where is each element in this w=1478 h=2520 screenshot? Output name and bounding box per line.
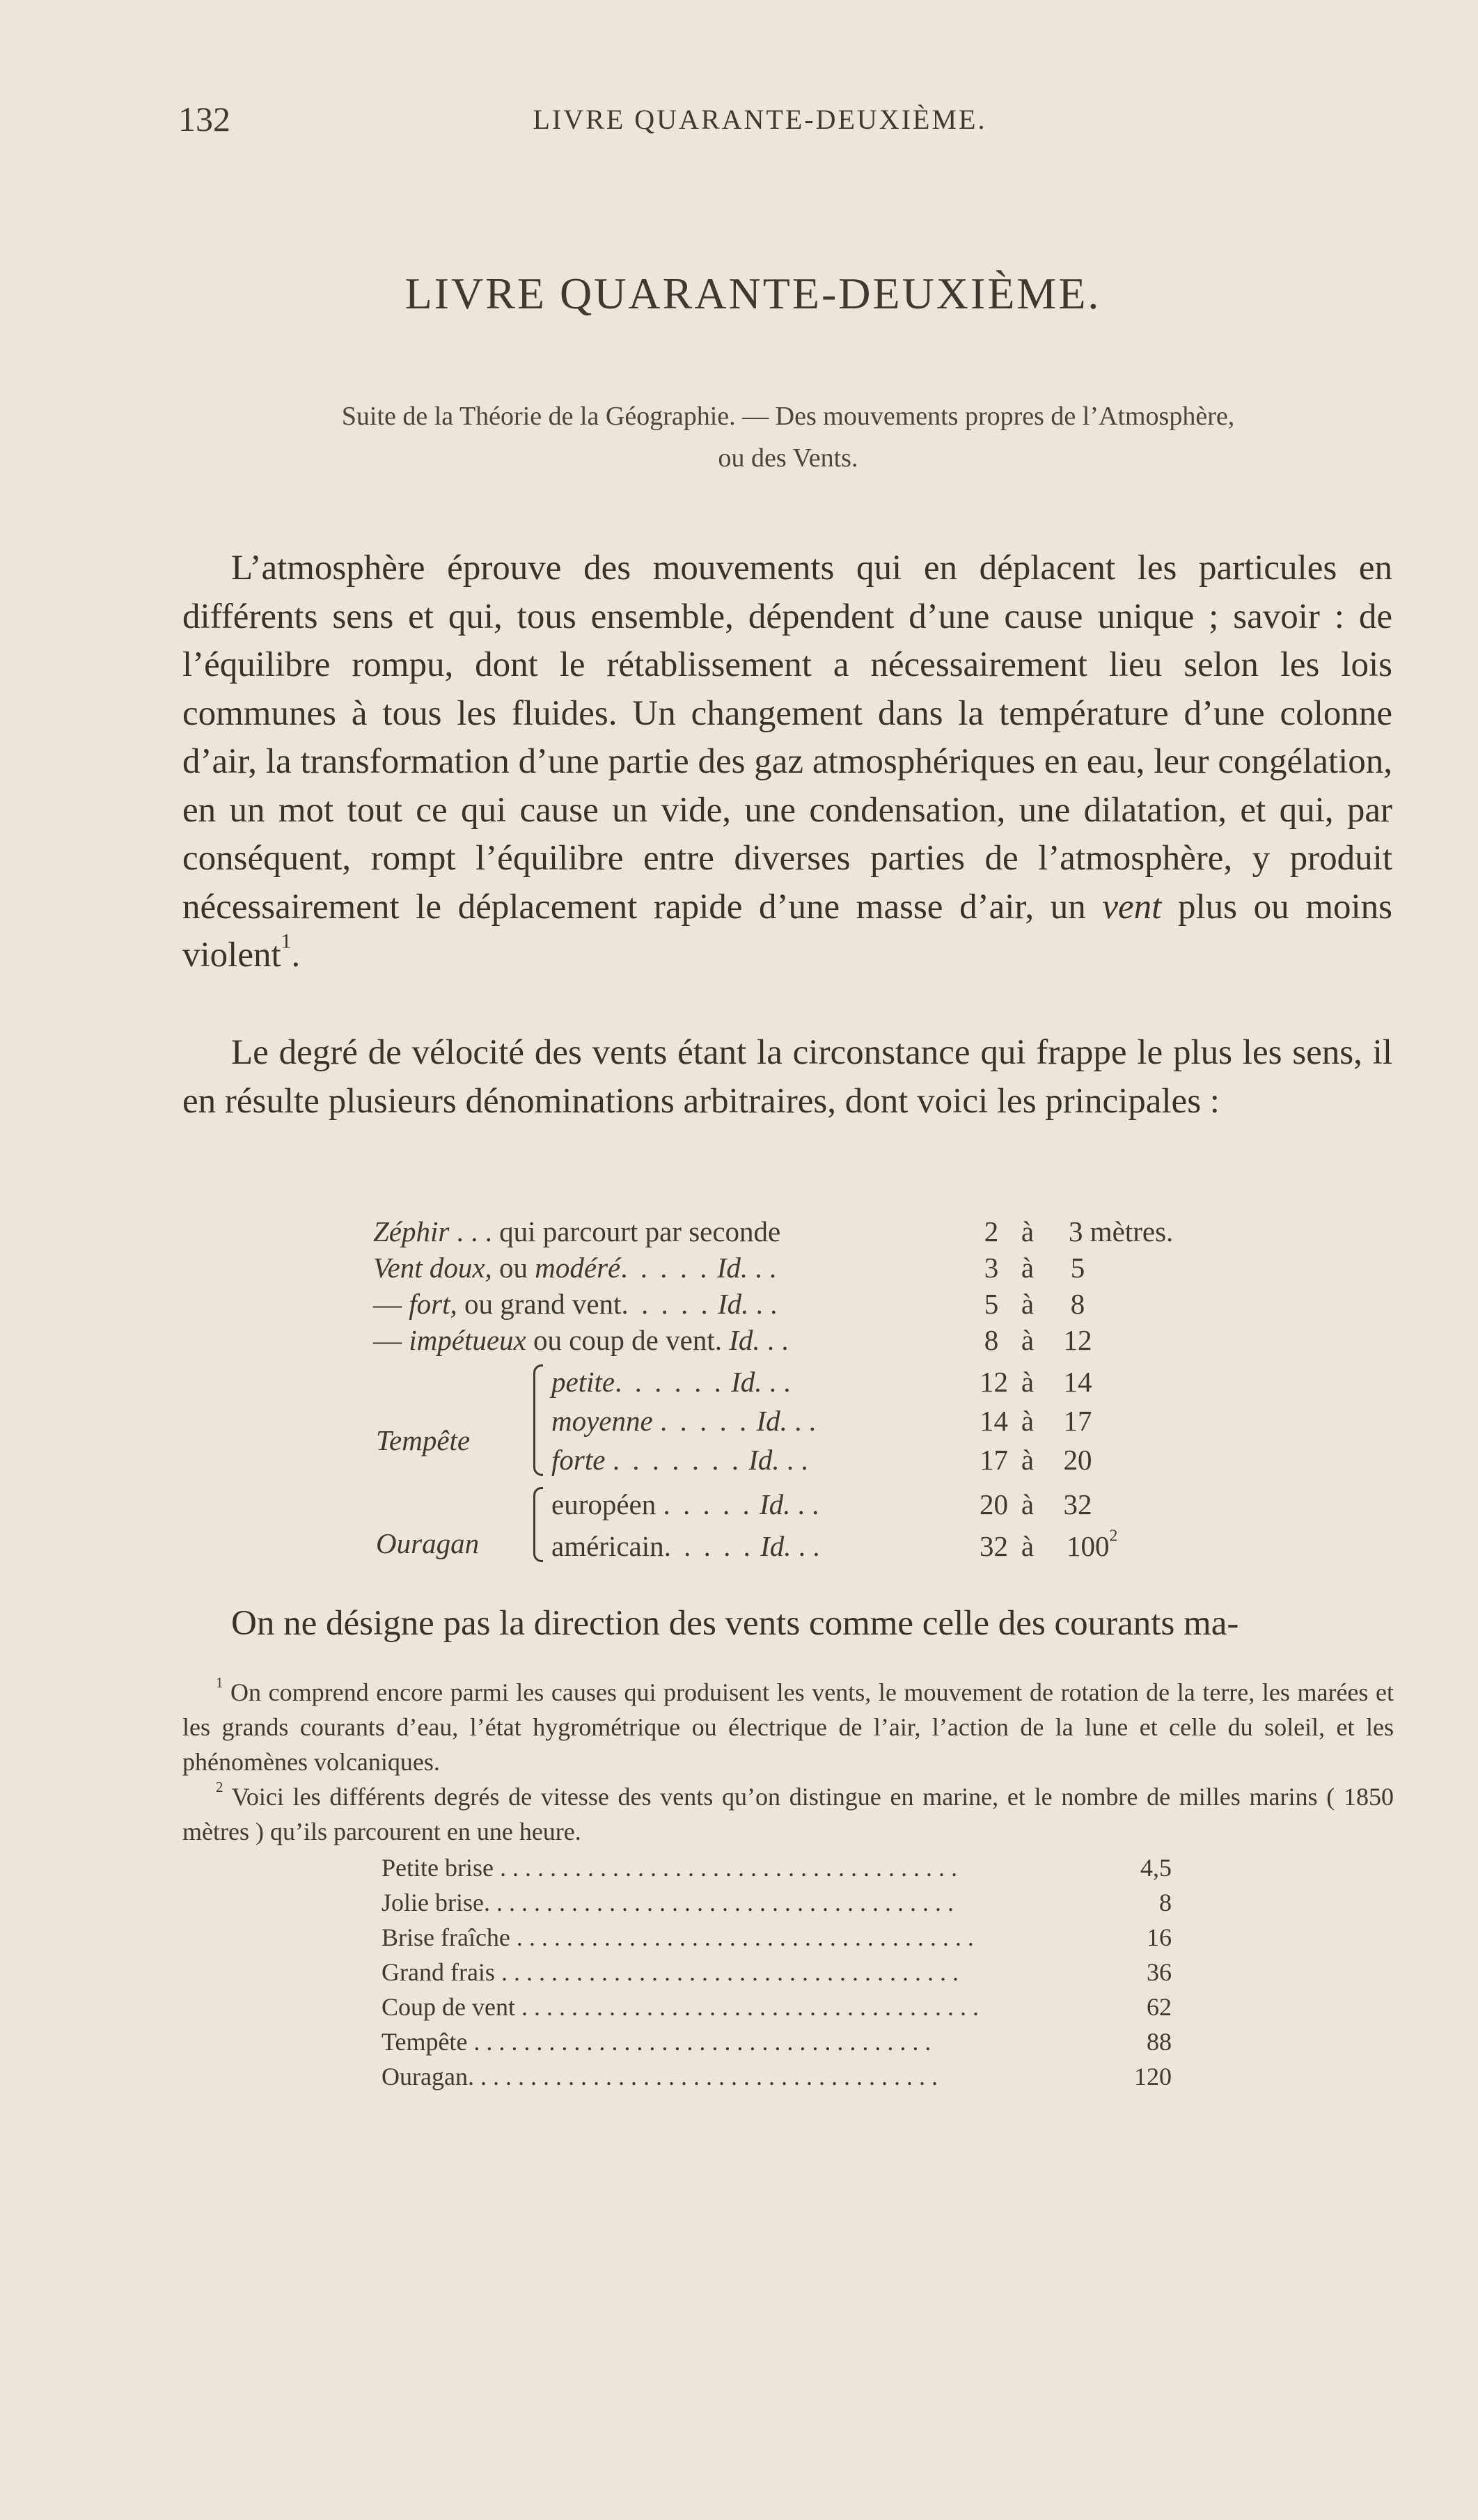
wind-description: ou bbox=[492, 1252, 535, 1284]
leader-dots: . . . . . . . . . . . . . . . . . . . . . . . . . . . . . . . . . . . . . bbox=[489, 1889, 954, 1916]
ditto: Id. bbox=[756, 1405, 787, 1437]
marine-label-text: Jolie brise. bbox=[382, 1889, 490, 1916]
speed-to: 17 bbox=[1063, 1405, 1092, 1437]
wind-row bbox=[551, 1487, 819, 1522]
leader-dots: . . bbox=[794, 1405, 816, 1437]
speed-to: 20 bbox=[1063, 1444, 1092, 1476]
running-head: LIVRE QUARANTE-DEUXIÈME. bbox=[533, 104, 987, 135]
footnote-text: On comprend encore parmi les causes qui produisent les vents, le mouvement de rotation de la terre, les marées et les grands courants d’eau, l’état hygrométrique ou électrique de l’air, l’action de la lune et celle du soleil, et les phénomènes volcaniques. bbox=[182, 1678, 1394, 1776]
speed-from: 2 bbox=[984, 1215, 999, 1247]
dash: — bbox=[373, 1324, 409, 1356]
wind-row bbox=[373, 1323, 789, 1357]
footnote bbox=[182, 1779, 1394, 1849]
wind-name: petite bbox=[551, 1366, 615, 1398]
page-number: 132 bbox=[178, 100, 230, 139]
speed-to: 8 bbox=[1070, 1288, 1085, 1320]
leader-dots: . . . . . bbox=[620, 1252, 710, 1284]
leader-dots: . . bbox=[755, 1288, 778, 1320]
leader-dots: . . . . . bbox=[659, 1405, 750, 1437]
marine-value: 36 bbox=[1147, 1958, 1172, 1986]
footnote-marker: 2 bbox=[216, 1779, 223, 1796]
speed-from: 3 bbox=[984, 1252, 999, 1284]
marine-label bbox=[382, 1885, 1078, 1921]
leader-dots: . . . . . . . . . . . . . . . . . . . . . . . . . . . . . . . . . . . . . bbox=[494, 1958, 959, 1986]
wind-description: . . . qui parcourt par seconde bbox=[449, 1215, 781, 1247]
speed-sep: à bbox=[1021, 1288, 1035, 1320]
paragraph-text: L’atmosphère éprouve des mouvements qui en déplacent les particules en différents sens et qui, tous ensemble, dépendent d’une cause unique ; savoir : de l’équilibre rompu, dont le rétablissement a nécessairement lieu selon les lois communes à tous les fluides. Un changement dans la température d’une colonne d’air, la transformation d’une partie des gaz atmosphériques en eau, leur congélation, en un mot tout ce qui cause un vide, une condensation, une dilatation, et qui, par conséquent, rompt l’équilibre entre diverses parties de l’atmosphère, y produit nécessairement le déplacement rapide d’une masse d’air, un bbox=[182, 549, 1392, 927]
wind-name: américain bbox=[551, 1530, 664, 1562]
ditto: Id. bbox=[748, 1444, 780, 1476]
footnote-marker: 1 bbox=[216, 1674, 223, 1692]
speed-from: 20 bbox=[980, 1488, 1008, 1520]
speed-sep: à bbox=[1021, 1488, 1035, 1520]
wind-name: impétueux bbox=[409, 1324, 526, 1356]
leader-dots: . . bbox=[769, 1366, 791, 1398]
summary-line: Suite de la Théorie de la Géographie. — Des mouvements propres de l’Atmosphère, bbox=[341, 402, 1235, 431]
marine-row bbox=[0, 1850, 1478, 1885]
emphasis: vent bbox=[1102, 887, 1162, 927]
wind-name: moyenne bbox=[551, 1405, 653, 1437]
wind-row bbox=[373, 1250, 776, 1285]
wind-row bbox=[551, 1403, 816, 1438]
speed-sep: à bbox=[1021, 1215, 1035, 1247]
marine-value: 16 bbox=[1147, 1923, 1172, 1951]
speed-sep: à bbox=[1021, 1252, 1035, 1284]
paragraph: Le degré de vélocité des vents étant la circonstance qui frappe le plus les sens, il en résulte plusieurs dénominations arbitraires, dont voici les principales : bbox=[182, 1033, 1392, 1121]
wind-description: ou grand vent bbox=[457, 1288, 622, 1320]
marine-label bbox=[382, 1850, 1078, 1886]
leader-dots: . . . . . . . bbox=[612, 1444, 741, 1476]
marine-row bbox=[0, 1990, 1478, 2024]
leader-dots: . . . . . . . . . . . . . . . . . . . . . . . . . . . . . . . . . . . . . bbox=[473, 2063, 938, 2090]
leader-dots: . . bbox=[755, 1252, 777, 1284]
marine-value: 4,5 bbox=[1140, 1854, 1172, 1882]
marine-value: 120 bbox=[1134, 2063, 1172, 2090]
leader-dots: . . bbox=[798, 1530, 820, 1562]
summary-line: ou des Vents. bbox=[718, 443, 858, 473]
speed-from: 17 bbox=[980, 1444, 1008, 1476]
footnote bbox=[182, 1675, 1394, 1779]
paragraph-text: plus ou moins violent bbox=[182, 887, 1393, 975]
marine-label-text: Brise fraîche bbox=[382, 1923, 510, 1951]
marine-label bbox=[382, 2059, 1078, 2095]
speed-to bbox=[1067, 1529, 1117, 1564]
wind-name: fort, bbox=[409, 1288, 457, 1320]
speed-from: 12 bbox=[980, 1366, 1008, 1398]
marine-row bbox=[0, 1885, 1478, 1920]
paragraph bbox=[182, 544, 1392, 980]
ditto: Id. bbox=[760, 1488, 791, 1520]
marine-label-text: Petite brise bbox=[382, 1854, 494, 1882]
leader-dots: . . . . . . . . . . . . . . . . . . . . . . . . . . . . . . . . . . . . . bbox=[510, 1923, 974, 1951]
marine-label bbox=[382, 2024, 1078, 2060]
footnote-text: Voici les différents degrés de vitesse des vents qu’on distingue en marine, et le nombre de milles marins ( 1850 mètres ) qu’ils parcourent en une heure. bbox=[182, 1783, 1394, 1845]
wind-name: modéré bbox=[535, 1252, 621, 1284]
ditto: Id. bbox=[731, 1366, 762, 1398]
speed-to-value: 100 bbox=[1067, 1530, 1110, 1562]
wind-name: Zéphir bbox=[373, 1215, 450, 1247]
speed-sep: à bbox=[1021, 1324, 1035, 1356]
speed-to: 5 bbox=[1070, 1252, 1085, 1284]
marine-value: 8 bbox=[1159, 1889, 1172, 1916]
marine-value: 88 bbox=[1147, 2028, 1172, 2056]
dash: — bbox=[373, 1288, 409, 1320]
marine-label-text: Grand frais bbox=[382, 1958, 495, 1986]
ditto: Id. bbox=[760, 1530, 792, 1562]
wind-row bbox=[551, 1442, 808, 1477]
marine-row bbox=[0, 1955, 1478, 1990]
speed-to: 3 mètres. bbox=[1069, 1215, 1174, 1247]
wind-description: ou coup de vent. bbox=[526, 1324, 722, 1356]
leader-dots: . . . . . bbox=[663, 1530, 753, 1562]
chapter-title: LIVRE QUARANTE-DEUXIÈME. bbox=[404, 269, 1101, 318]
marine-label bbox=[382, 1955, 1078, 1990]
group-label-ouragan: Ouragan bbox=[376, 1527, 480, 1559]
marine-label bbox=[382, 1990, 1078, 2025]
leader-dots: . . . . . . . . . . . . . . . . . . . . . . . . . . . . . . . . . . . . . bbox=[493, 1854, 957, 1882]
group-label-tempete: Tempête bbox=[376, 1424, 471, 1456]
leader-dots: . . bbox=[797, 1488, 819, 1520]
speed-from: 14 bbox=[980, 1405, 1008, 1437]
ditto: Id. bbox=[716, 1252, 748, 1284]
speed-to: 12 bbox=[1063, 1324, 1092, 1356]
speed-to: 32 bbox=[1063, 1488, 1092, 1520]
marine-row bbox=[0, 1920, 1478, 1955]
speed-from: 5 bbox=[984, 1288, 999, 1320]
ditto: Id. bbox=[729, 1324, 760, 1356]
leader-dots: . . . . . bbox=[621, 1288, 711, 1320]
chapter-summary bbox=[182, 395, 1394, 479]
marine-label bbox=[382, 1920, 1078, 1955]
footnote-ref[interactable]: 1 bbox=[281, 930, 292, 953]
wind-row bbox=[373, 1286, 777, 1321]
wind-name: européen bbox=[551, 1488, 657, 1520]
leader-dots: . . bbox=[766, 1324, 789, 1356]
leader-dots: . . . . . bbox=[663, 1488, 753, 1520]
brace bbox=[533, 1364, 543, 1476]
leader-dots: . . . . . . . . . . . . . . . . . . . . . . . . . . . . . . . . . . . . . bbox=[467, 2028, 931, 2056]
wind-name: Vent doux, bbox=[373, 1252, 492, 1284]
marine-label-text: Coup de vent bbox=[382, 1993, 515, 2021]
marine-row bbox=[0, 2059, 1478, 2094]
leader-dots: . . . . . . bbox=[615, 1366, 724, 1398]
ditto: Id. bbox=[717, 1288, 749, 1320]
marine-label-text: Ouragan. bbox=[382, 2063, 474, 2090]
speed-sep: à bbox=[1021, 1366, 1035, 1398]
marine-row bbox=[0, 2024, 1478, 2059]
wind-name: forte bbox=[551, 1444, 606, 1476]
speed-from: 32 bbox=[980, 1530, 1008, 1562]
leader-dots: . . . . . . . . . . . . . . . . . . . . . . . . . . . . . . . . . . . . . bbox=[514, 1993, 979, 2021]
speed-to: 14 bbox=[1063, 1366, 1092, 1398]
wind-row bbox=[373, 1214, 780, 1249]
brace bbox=[533, 1487, 543, 1562]
speed-from: 8 bbox=[984, 1324, 999, 1356]
marine-label-text: Tempête bbox=[382, 2028, 468, 2056]
speed-sep: à bbox=[1021, 1405, 1035, 1437]
speed-sep: à bbox=[1021, 1444, 1035, 1476]
punctuation: . bbox=[291, 936, 301, 975]
leader-dots: . . bbox=[786, 1444, 808, 1476]
marine-value: 62 bbox=[1147, 1993, 1172, 2021]
wind-row bbox=[551, 1364, 790, 1399]
paragraph: On ne désigne pas la direction des vents comme celle des courants ma- bbox=[231, 1604, 1239, 1643]
speed-sep: à bbox=[1021, 1530, 1035, 1562]
footnote-ref[interactable]: 2 bbox=[1109, 1527, 1118, 1545]
wind-row bbox=[551, 1529, 820, 1564]
